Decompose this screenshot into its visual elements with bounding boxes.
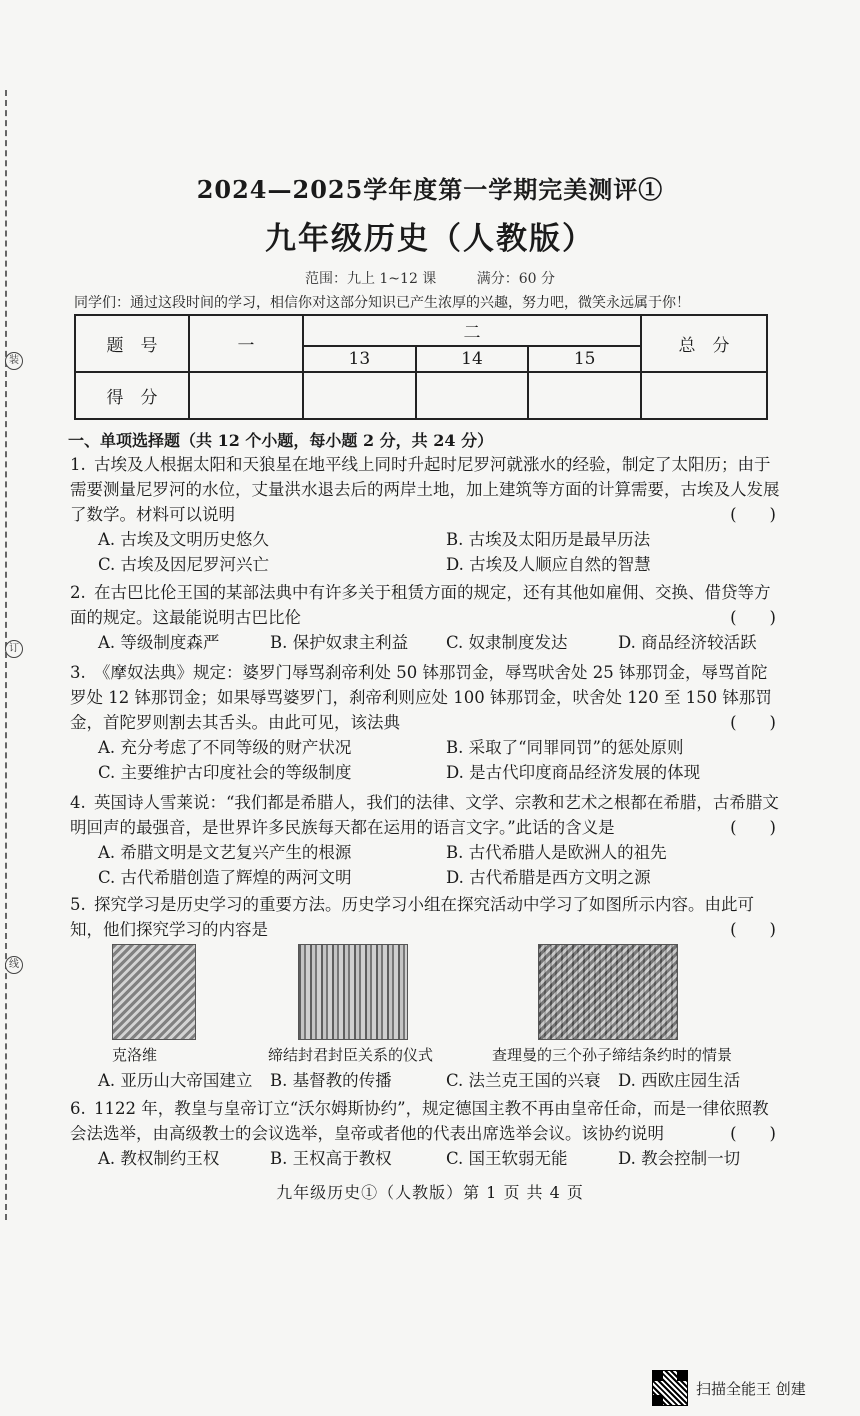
section-title: 一、单项选择题（共 12 个小题，每小题 2 分，共 24 分） [68, 431, 494, 450]
score-cell-15[interactable] [528, 372, 641, 419]
answer-parentheses[interactable]: ( ) [730, 1124, 776, 1143]
exam-scope-line [0, 268, 860, 288]
option-a[interactable]: A. 教权制约王权 [98, 1149, 220, 1168]
question-stem [70, 580, 780, 630]
score-table-part2: 二 [303, 315, 641, 346]
option-d[interactable]: D. 古代希腊是西方文明之源 [446, 868, 651, 887]
options-row [70, 1146, 780, 1171]
question-text: 1122 年，教皇与皇帝订立“沃尔姆斯协约”，规定德国主教不再由皇帝任命，而是一律依照教会法选举，由高级教士的会议选举，皇帝或者他的代表出席选举会议。该协约说明 [70, 1099, 769, 1143]
scope-text: 范围：九上 1~12 课 [304, 271, 437, 287]
score-table-part1: 一 [189, 315, 303, 372]
options-row [70, 527, 780, 552]
question-stem [70, 660, 780, 735]
question-number: 1. [70, 455, 86, 474]
question-3 [70, 660, 780, 785]
score-table-sub-13: 13 [303, 346, 416, 373]
answer-parentheses[interactable]: ( ) [730, 818, 776, 837]
score-cell-total[interactable] [641, 372, 767, 419]
option-a[interactable]: A. 古埃及文明历史悠久 [98, 530, 269, 549]
options-row [70, 552, 780, 577]
question-stem [70, 892, 780, 942]
page-footer: 九年级历史①（人教版）第 1 页 共 4 页 [276, 1183, 584, 1202]
figure-clovis [112, 944, 196, 1065]
options-row [70, 865, 780, 890]
option-d[interactable]: D. 西欧庄园生活 [618, 1071, 741, 1090]
question-5-figures [70, 944, 790, 1064]
score-table-label-score: 得 分 [75, 372, 189, 419]
full-score-text: 满分：60 分 [476, 271, 556, 287]
answer-parentheses[interactable]: ( ) [730, 505, 776, 524]
answer-parentheses[interactable]: ( ) [730, 608, 776, 627]
option-d[interactable]: D. 古埃及人顺应自然的智慧 [446, 555, 651, 574]
option-c[interactable]: C. 法兰克王国的兴衰 [446, 1071, 601, 1090]
exam-title: 2024—2025学年度第一学期完美测评① [196, 175, 664, 204]
question-text: 《摩奴法典》规定：婆罗门辱骂刹帝利处 50 钵那罚金，辱骂吠舍处 25 钵那罚金，辱骂首陀罗处 12 钵那罚金；如果辱骂婆罗门，刹帝利则应处 100 钵那罚金，吠舍处 120 至 150 钵那罚金，首陀罗则割去其舌头。由此可见，该法典 [70, 663, 772, 732]
score-table-sub-15: 15 [528, 346, 641, 373]
question-number: 6. [70, 1099, 86, 1118]
score-table-sub-14: 14 [416, 346, 529, 373]
score-table [74, 314, 768, 420]
question-text: 探究学习是历史学习的重要方法。历史学习小组在探究活动中学习了如图所示内容。由此可知，他们探究学习的内容是 [70, 895, 754, 939]
option-b[interactable]: B. 古埃及太阳历是最早历法 [446, 530, 651, 549]
option-b[interactable]: B. 古代希腊人是欧洲人的祖先 [446, 843, 667, 862]
question-number: 5. [70, 895, 86, 914]
options-row [70, 630, 780, 655]
scanner-watermark [652, 1370, 806, 1406]
figure-caption: 查理曼的三个孙子缔结条约时的情景 [492, 1046, 733, 1064]
question-stem [70, 452, 780, 527]
figure-vassal-ceremony [268, 944, 434, 1065]
option-a[interactable]: A. 等级制度森严 [98, 633, 220, 652]
question-text: 英国诗人雪莱说：“我们都是希腊人，我们的法律、文学、宗教和艺术之根都在希腊，古希腊文明回声的最强音，是世界许多民族每天都在运用的语言文字。”此话的含义是 [70, 793, 779, 837]
question-number: 2. [70, 583, 86, 602]
option-c[interactable]: C. 古代希腊创造了辉煌的两河文明 [98, 868, 352, 887]
question-4 [70, 790, 780, 890]
score-cell-part1[interactable] [189, 372, 303, 419]
option-d[interactable]: D. 商品经济较活跃 [618, 633, 757, 652]
option-c[interactable]: C. 主要维护古印度社会的等级制度 [98, 763, 352, 782]
figure-treaty-of-verdun [492, 944, 733, 1065]
question-6 [70, 1096, 780, 1171]
clovis-image [112, 944, 196, 1040]
question-text: 古埃及人根据太阳和天狼星在地平线上同时升起时尼罗河就涨水的经验，制定了太阳历；由于需要测量尼罗河的水位，丈量洪水退去后的两岸土地，加上建筑等方面的计算需要，古埃及人发展了数学。材料可以说明 [70, 455, 780, 524]
figure-caption: 缔结封君封臣关系的仪式 [268, 1046, 434, 1064]
question-stem [70, 1096, 780, 1146]
question-5 [70, 892, 780, 942]
score-table-label-number: 题 号 [75, 315, 189, 372]
binding-mark-xian: 线 [5, 956, 23, 974]
question-5-options [70, 1068, 780, 1093]
option-c[interactable]: C. 国王软弱无能 [446, 1149, 568, 1168]
option-b[interactable]: B. 基督教的传播 [270, 1071, 392, 1090]
binding-mark-zhuang: 装 [5, 352, 23, 370]
option-b[interactable]: B. 采取了“同罪同罚”的惩处原则 [446, 738, 684, 757]
score-cell-14[interactable] [416, 372, 529, 419]
option-a[interactable]: A. 充分考虑了不同等级的财产状况 [98, 738, 352, 757]
question-number: 3. [70, 663, 86, 682]
options-row [70, 760, 780, 785]
option-b[interactable]: B. 保护奴隶主利益 [270, 633, 409, 652]
option-c[interactable]: C. 奴隶制度发达 [446, 633, 568, 652]
question-number: 4. [70, 793, 86, 812]
score-table-total: 总 分 [641, 315, 767, 372]
option-b[interactable]: B. 王权高于教权 [270, 1149, 392, 1168]
option-a[interactable]: A. 希腊文明是文艺复兴产生的根源 [98, 843, 352, 862]
qr-code-icon [652, 1370, 688, 1406]
watermark-text: 扫描全能王 创建 [696, 1379, 806, 1398]
exam-subtitle: 九年级历史（人教版） [265, 221, 595, 257]
score-cell-13[interactable] [303, 372, 416, 419]
vassal-ceremony-image [298, 944, 408, 1040]
treaty-image [538, 944, 678, 1040]
options-row [70, 735, 780, 760]
options-row [70, 840, 780, 865]
question-2 [70, 580, 780, 655]
greeting-text: 同学们：通过这段时间的学习，相信你对这部分知识已产生浓厚的兴趣，努力吧，微笑永远属于你！ [74, 295, 690, 311]
question-stem [70, 790, 780, 840]
option-d[interactable]: D. 教会控制一切 [618, 1149, 741, 1168]
answer-parentheses[interactable]: ( ) [730, 713, 776, 732]
options-row [70, 1068, 780, 1093]
option-a[interactable]: A. 亚历山大帝国建立 [98, 1071, 253, 1090]
answer-parentheses[interactable]: ( ) [730, 920, 776, 939]
question-1 [70, 452, 780, 577]
option-c[interactable]: C. 古埃及因尼罗河兴亡 [98, 555, 270, 574]
question-text: 在古巴比伦王国的某部法典中有许多关于租赁方面的规定，还有其他如雇佣、交换、借贷等方面的规定。这最能说明古巴比伦 [70, 583, 771, 627]
option-d[interactable]: D. 是古代印度商品经济发展的体现 [446, 763, 701, 782]
binding-line [5, 90, 19, 1220]
figure-caption: 克洛维 [112, 1046, 158, 1064]
binding-mark-ding: 订 [5, 640, 23, 658]
